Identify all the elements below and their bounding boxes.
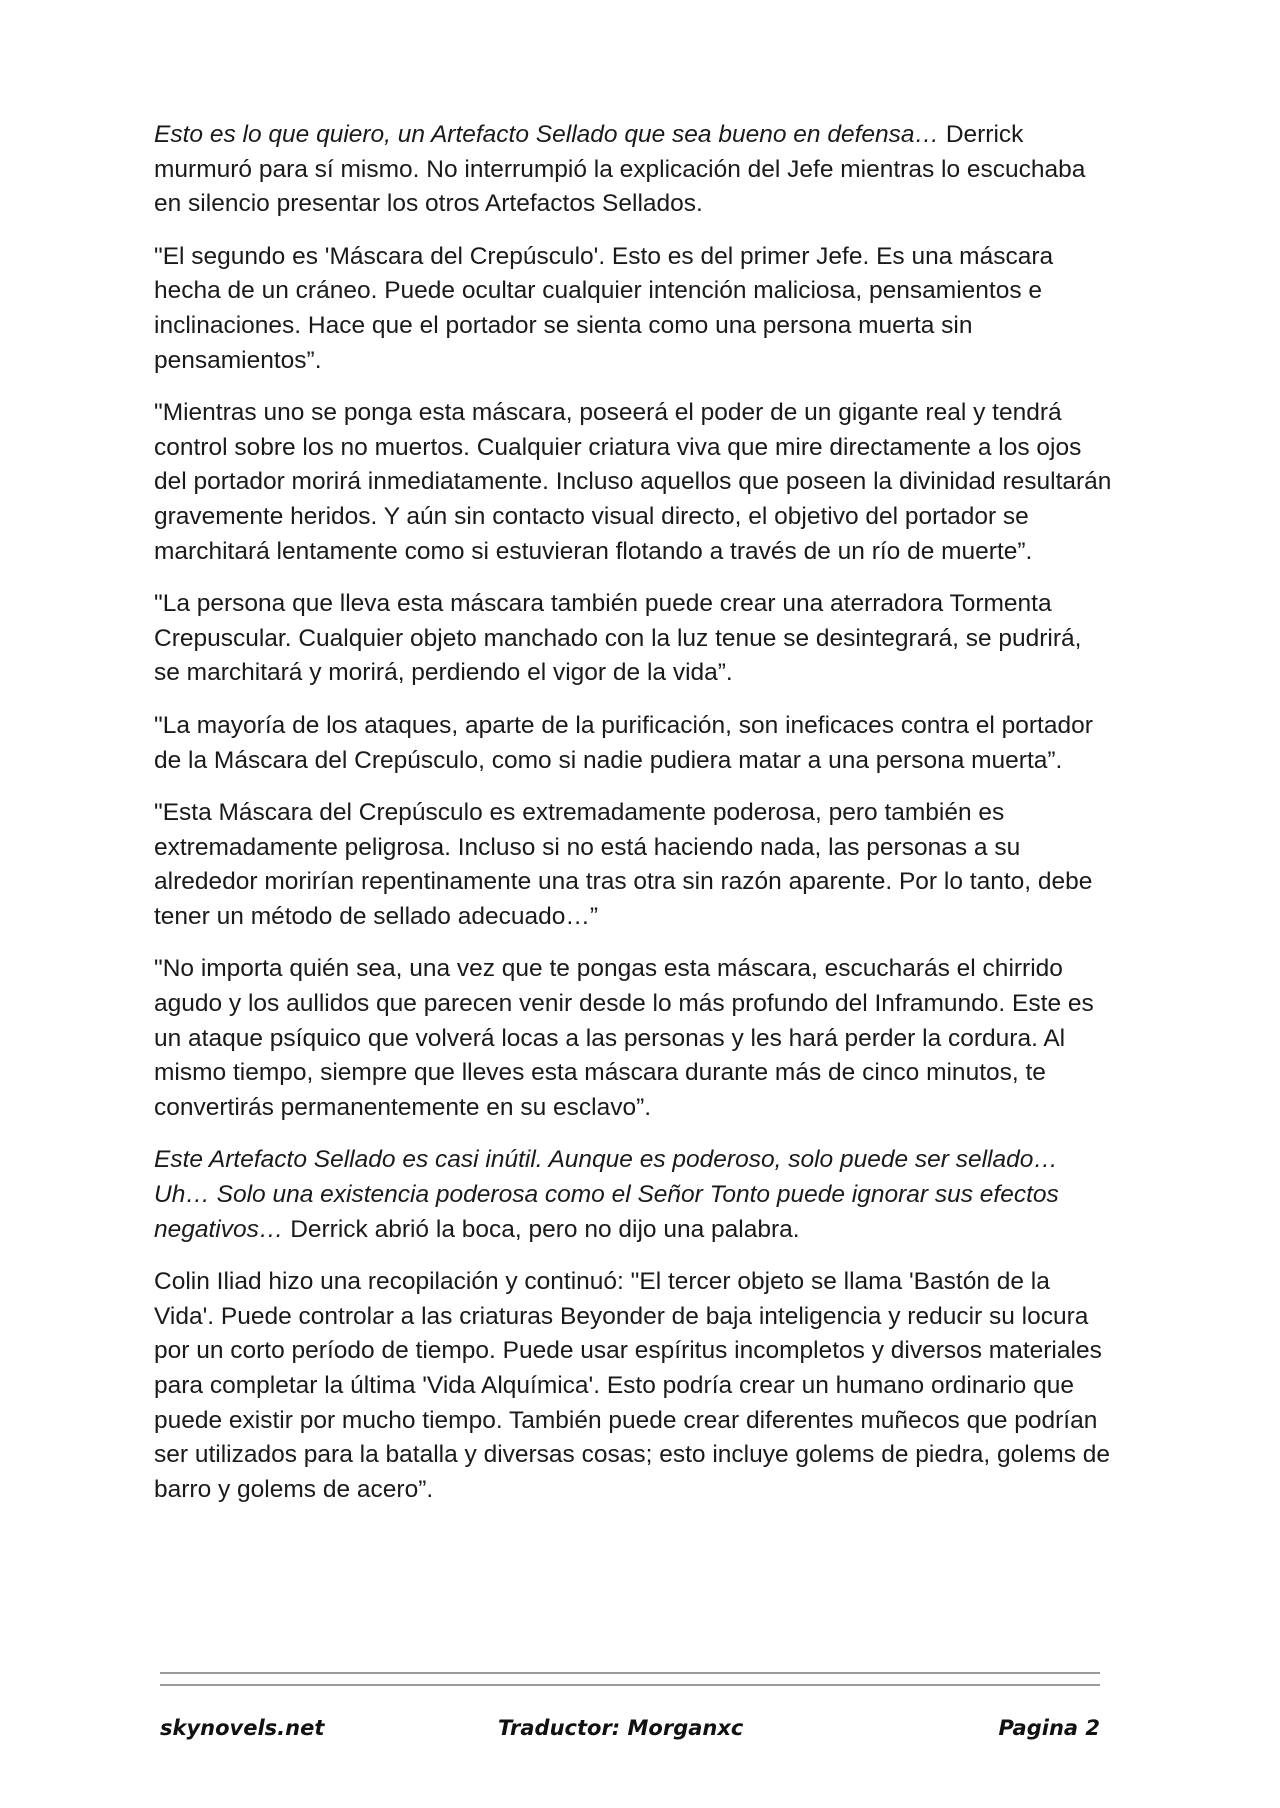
- paragraph-9-text: Colin Iliad hizo una recopilación y continuó: "El tercer objeto se llama 'Bastón de la Vida'. Puede controlar a las criaturas Beyonder de baja inteligencia y reducir su locura por un corto período de tiempo. Puede usar espíritus incompletos y diversos materiales para completar la última 'Vida Alquímica'. Esto podría crear un humano ordinario que puede existir por mucho tiempo. También puede crear diferentes muñecos que podrían ser utilizados para la batalla y diversas cosas; esto incluye golems de piedra, golems de barro y golems de acero”.: [154, 1268, 1111, 1503]
- paragraph-8-text: Derrick abrió la boca, pero no dijo una palabra.: [283, 1215, 800, 1243]
- paragraph-1-italic: Esto es lo que quiero, un Artefacto Sellado que sea bueno en defensa…: [154, 121, 940, 148]
- paragraph-7: [154, 952, 1114, 1125]
- paragraph-8: [154, 1143, 1114, 1247]
- paragraph-4-text: "La persona que lleva esta máscara también puede crear una aterradora Tormenta Crepuscular. Cualquier objeto manchado con la luz tenue se desintegrará, se pudrirá, se marchitará y morirá, perdiendo el vigor de la vida”.: [154, 590, 1082, 687]
- footer-page-number: Pagina 2: [998, 1716, 1100, 1740]
- paragraph-3-text: "Mientras uno se ponga esta máscara, poseerá el poder de un gigante real y tendrá control sobre los no muertos. Cualquier criatura viva que mire directamente a los ojos del portador morirá inmediatamente. Incluso aquellos que poseen la divinidad resultarán gravemente heridos. Y aún sin contacto visual directo, el objetivo del portador se marchitará lentamente como si estuvieran flotando a través de un río de muerte”.: [154, 399, 1112, 565]
- paragraph-5: [154, 709, 1114, 778]
- paragraph-6-text: "Esta Máscara del Crepúsculo es extremadamente poderosa, pero también es extremadamente peligrosa. Incluso si no está haciendo nada, las personas a su alrededor morirían repentinamente una tras otra sin razón aparente. Por lo tanto, debe tener un método de sellado adecuado…”: [154, 799, 1093, 930]
- paragraph-7-text: "No importa quién sea, una vez que te pongas esta máscara, escucharás el chirrido agudo y los aullidos que parecen venir desde lo más profundo del Inframundo. Este es un ataque psíquico que volverá locas a las personas y les hará perder la cordura. Al mismo tiempo, siempre que lleves esta máscara durante más de cinco minutos, te convertirás permanentemente en su esclavo”.: [154, 955, 1094, 1121]
- paragraph-4: [154, 587, 1114, 691]
- footer-translator: Traductor: Morganxc: [498, 1716, 744, 1740]
- footer-site: skynovels.net: [160, 1716, 325, 1740]
- paragraph-1-text: Derrick murmuró para sí mismo. No interrumpió la explicación del Jefe mientras lo escuchaba en silencio presentar los otros Artefactos Sellados.: [154, 121, 1086, 218]
- paragraph-8-italic: Este Artefacto Sellado es casi inútil. Aunque es poderoso, solo puede ser sellado… Uh… Solo una existencia poderosa como el Señor Tonto puede ignorar sus efectos negativos…: [154, 1146, 1059, 1243]
- paragraph-2: [154, 240, 1114, 378]
- paragraph-6: [154, 796, 1114, 934]
- paragraph-9: [154, 1265, 1114, 1507]
- footer-divider-bottom: [160, 1684, 1100, 1686]
- paragraph-2-text: "El segundo es 'Máscara del Crepúsculo'. Esto es del primer Jefe. Es una máscara hecha de un cráneo. Puede ocultar cualquier intención maliciosa, pensamientos e inclinaciones. Hace que el portador se sienta como una persona muerta sin pensamientos”.: [154, 242, 1054, 374]
- footer-divider-top: [160, 1672, 1100, 1674]
- paragraph-5-text: "La mayoría de los ataques, aparte de la purificación, son ineficaces contra el portador de la Máscara del Crepúsculo, como si nadie pudiera matar a una persona muerta”.: [154, 711, 1093, 774]
- document-body: [154, 118, 1114, 1525]
- paragraph-3: [154, 396, 1114, 569]
- paragraph-1: [154, 118, 1114, 222]
